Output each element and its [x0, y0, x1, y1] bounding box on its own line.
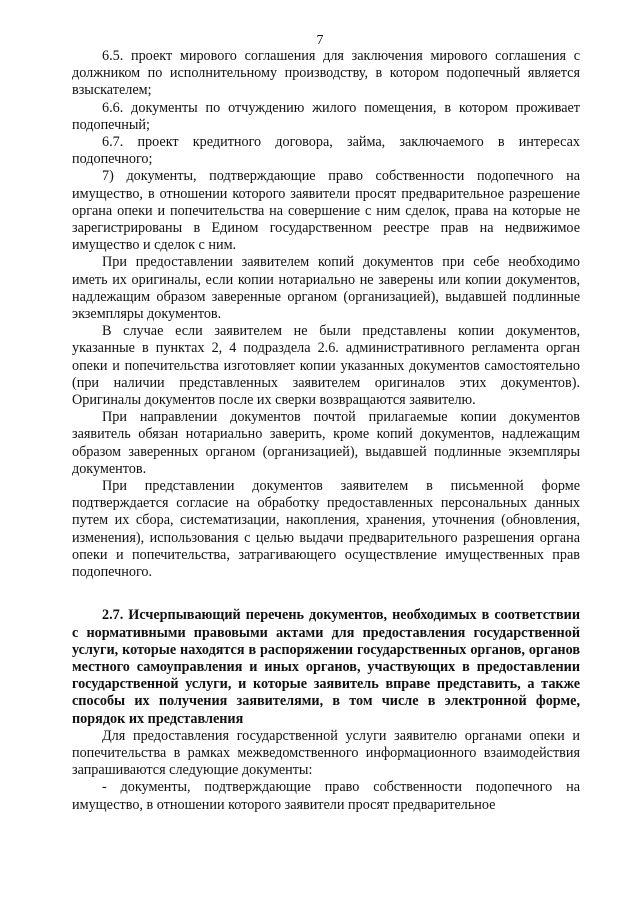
document-body: [72, 48, 580, 814]
section-heading-2-7: 2.7. Исчерпывающий перечень документов, необходимых в соответствии с нормативными правовыми актами для предоставления государственной услуги, которые находятся в распоряжении государственных органов, органов местного самоуправления и иных органов, участвующих в предоставлении государственной услуги, и которые заявитель вправе представить, а также способы их получения заявителями, в том числе в электронной форме, порядок их представления: [72, 607, 580, 727]
paragraph-6-7: 6.7. проект кредитного договора, займа, заключаемого в интересах подопечного;: [72, 134, 580, 168]
paragraph-personal-data-consent: При представлении документов заявителем в письменной форме подтверждается согласие на обработку предоставленных персональных данных путем их сбора, систематизации, накопления, хранения, уточнения (обновления, изменения), использования с целью выдачи предварительного разрешения органа опеки и попечительства, затрагивающего осуществление имущественных прав подопечного.: [72, 478, 580, 581]
section-spacer: [72, 581, 580, 607]
paragraph-6-6: 6.6. документы по отчуждению жилого помещения, в котором проживает подопечный;: [72, 99, 580, 133]
paragraph-copies-originals: При предоставлении заявителем копий документов при себе необходимо иметь их оригиналы, если копии нотариально не заверены или копии документов, надлежащим образом заверенные органом (организацией), выдавшей подлинные экземпляры документов.: [72, 254, 580, 323]
paragraph-copies-not-provided: В случае если заявителем не были представлены копии документов, указанные в пунктах 2, 4 подраздела 2.6. административного регламента орган опеки и попечительства изготовляет копии указанных документов самостоятельно (при наличии представленных заявителем оригиналов этих документов). Оригиналы документов после их сверки возвращаются заявителю.: [72, 323, 580, 409]
paragraph-7: 7) документы, подтверждающие право собственности подопечного на имущество, в отношении которого заявители просят предварительное разрешение органа опеки и попечительства на совершение с ним сделок, права на которые не зарегистрированы в Едином государственном реестре прав на недвижимое имущество и сделок с ним.: [72, 168, 580, 254]
paragraph-ownership-documents: - документы, подтверждающие право собственности подопечного на имущество, в отношении которого заявители просят предварительное: [72, 779, 580, 813]
paragraph-interagency-request: Для предоставления государственной услуги заявителю органами опеки и попечительства в рамках межведомственного информационного взаимодействия запрашиваются следующие документы:: [72, 727, 580, 779]
paragraph-6-5: 6.5. проект мирового соглашения для заключения мирового соглашения с должником по исполнительному производству, в котором подопечный является взыскателем;: [72, 48, 580, 99]
page-number: 7: [316, 33, 324, 48]
paragraph-mail-documents: При направлении документов почтой прилагаемые копии документов заявитель обязан нотариально заверить, кроме копий документов, надлежащим образом заверенных органом (организацией), выдавшей подлинные экземпляры документов.: [72, 409, 580, 477]
